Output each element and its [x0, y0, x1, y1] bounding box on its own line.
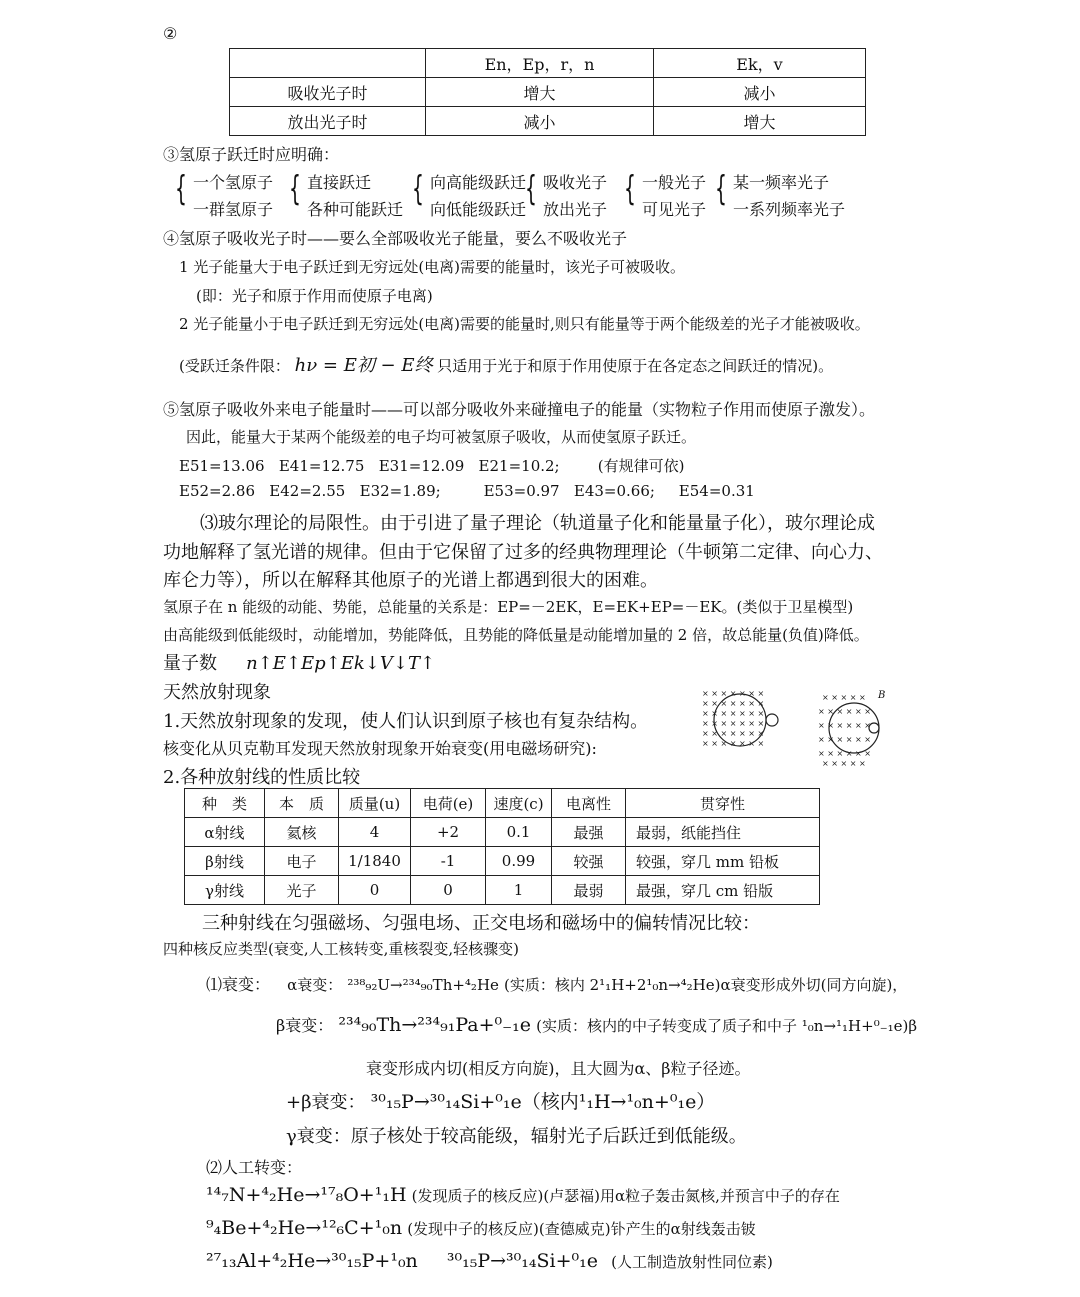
deflection-line: 三种射线在匀强磁场、匀强电场、正交电场和磁场中的偏转情况比较：: [202, 913, 760, 934]
alpha-decay-note: (实质：核内 2¹₁H+2¹₀n→⁴₂He)α衰变形成外切(同方向旋)，: [504, 976, 908, 994]
radioactivity-title: 天然放射现象: [163, 682, 271, 703]
artificial-eq1-line: [206, 1184, 840, 1206]
brace-lower: 一群氢原子: [193, 200, 274, 219]
isotope-note: (人工制造放射性同位素): [611, 1253, 773, 1271]
item4-line4-pre: (受跃迁条件限：: [179, 357, 290, 375]
table-cell: 0.99: [486, 847, 552, 876]
svg-text:× × × × × × ×: × × × × × × ×: [702, 689, 765, 698]
table-cell: 氦核: [265, 818, 339, 847]
item4-line2: (即：光子和原于作用而使原子电离): [196, 287, 433, 305]
energy-relation-line1: 氢原子在 n 能级的动能、势能，总能量的关系是：EP=－2EK，E=EK+EP=－EK。(类似于卫星模型): [163, 598, 854, 616]
quantum-number-line: [163, 649, 435, 675]
table-cell: Ek，v: [654, 49, 866, 78]
energy-change-table: [229, 48, 866, 136]
table-header-row: [185, 789, 820, 818]
brace-icon: {: [715, 169, 727, 209]
svg-text:× × × × × × ×: × × × × × × ×: [702, 699, 765, 708]
table-cell: 较强，穿几 mm 铅板: [626, 847, 820, 876]
table-cell: En，Ep，r，n: [426, 49, 654, 78]
field-label-b: B: [878, 690, 886, 701]
four-reaction-types: 四种核反应类型(衰变,人工核转变,重核裂变,轻核骤变): [163, 940, 520, 958]
table-cell: 电离性: [552, 789, 626, 818]
section-marker-2: ②: [163, 24, 178, 43]
table-cell: 最弱: [552, 876, 626, 905]
table-cell: 贯穿性: [626, 789, 820, 818]
nitrogen-reaction-equation: ¹⁴₇N+⁴₂He→¹⁷₈O+¹₁H: [206, 1184, 407, 1206]
table-cell: 较强: [552, 847, 626, 876]
table-cell: 吸收光子时: [230, 78, 426, 107]
svg-text:× × × × × ×: × × × × × ×: [818, 735, 871, 744]
svg-text:× × × × ×: × × × × ×: [822, 759, 866, 768]
table-cell: 质量(u): [339, 789, 411, 818]
brace-upper: 吸收光子: [543, 173, 608, 192]
table-cell: 减小: [426, 107, 654, 136]
brace-upper: 某一频率光子: [733, 173, 830, 192]
table-header-row: [230, 49, 866, 78]
brace-icon: {: [624, 169, 636, 209]
quantum-number-formula: n↑E↑Ep↑Ek↓V↓T↑: [246, 653, 436, 674]
beta-decay-note: (实质：核内的中子转变成了质子和中子 ¹₀n→¹₁H+⁰₋₁e)β: [536, 1017, 918, 1035]
artificial-eq2-line: [206, 1217, 756, 1239]
brace-lower: 向低能级跃迁: [430, 200, 527, 219]
brace-lower: 各种可能跃迁: [307, 200, 404, 219]
alpha-decay-label: α衰变：: [287, 976, 343, 994]
table-cell: 放出光子时: [230, 107, 426, 136]
brace-icon: {: [525, 169, 537, 209]
bohr-paragraph-line3: 库仑力等），所以在解释其他原子的光谱上都遇到很大的困难。: [163, 570, 658, 591]
table-cell: 电荷(e): [411, 789, 486, 818]
phosphorus-decay-equation: ³⁰₁₅P→³⁰₁₄Si+⁰₁e: [446, 1250, 599, 1272]
table-cell: 1: [486, 876, 552, 905]
table-cell: 增大: [654, 107, 866, 136]
table-cell: β射线: [185, 847, 265, 876]
beta-plus-equation: ³⁰₁₅P→³⁰₁₄Si+⁰₁e（核内¹₁H→¹₀n+⁰₁e）: [370, 1091, 716, 1113]
alpha-decay-track-diagram: [700, 686, 790, 754]
bohr-paragraph-line2: 功地解释了氢光谱的规律。但由于它保留了过多的经典物理理论（牛顿第二定律、向心力、: [163, 542, 883, 563]
brace-icon: {: [289, 169, 301, 209]
energy-relation-line2: 由高能级到低能级时，动能增加，势能降低，且势能的降低量是动能增加量的 2 倍，故总能量(负值)降低。: [163, 626, 869, 644]
brace-icon: {: [412, 169, 424, 209]
table-row: [230, 107, 866, 136]
decay-label: ⑴衰变：: [206, 975, 271, 994]
radioactivity-line3: 2.各种放射线的性质比较: [163, 767, 361, 788]
table-cell: 0: [411, 876, 486, 905]
beta-decay-note2: 衰变形成内切(相反方向旋)，且大圆为α、β粒子径迹。: [366, 1059, 751, 1078]
table-cell: 本 质: [265, 789, 339, 818]
item4-line4-post: 只适用于光于和原于作用使原于在各定态之间跃迁的情况)。: [437, 357, 834, 375]
table-cell: γ射线: [185, 876, 265, 905]
table-cell: 0.1: [486, 818, 552, 847]
table-row: [230, 78, 866, 107]
brace-upper: 一般光子: [642, 173, 707, 192]
item4-line4: [179, 351, 833, 377]
quantum-number-label: 量子数: [163, 653, 217, 674]
nitrogen-reaction-note: (发现质子的核反应)(卢瑟福)用α粒子轰击氮核,并预言中子的存在: [411, 1187, 840, 1205]
beta-decay-line: [276, 1013, 917, 1036]
table-cell: +2: [411, 818, 486, 847]
radioactivity-line1: 1.天然放射现象的发现，使人们认识到原子核也有复杂结构。: [163, 711, 649, 732]
item5-title: ⑤氢原子吸收外来电子能量时——可以部分吸收外来碰撞电子的能量（实物粒子作用而使原子激发）。: [163, 400, 876, 419]
table-cell: 0: [339, 876, 411, 905]
table-row: [185, 876, 820, 905]
svg-text:× × × × × ×: × × × × × ×: [818, 749, 871, 758]
brace-upper: 直接跃迁: [307, 173, 372, 192]
svg-text:× × × × × ×: × × × × × ×: [818, 721, 871, 730]
artificial-eq3-line: [206, 1250, 773, 1272]
beta-decay-label: β衰变：: [276, 1016, 334, 1035]
item3-title: ③氢原子跃迁时应明确：: [163, 145, 340, 164]
table-row: [185, 847, 820, 876]
table-cell: 种 类: [185, 789, 265, 818]
beta-decay-equation: ²³⁴₉₀Th→²³⁴₉₁Pa+⁰₋₁e: [338, 1014, 532, 1036]
transition-formula: hν = E初 − E终: [294, 355, 433, 376]
table-cell: 最强: [552, 818, 626, 847]
table-cell: 减小: [654, 78, 866, 107]
brace-lower: 可见光子: [642, 200, 707, 219]
radioactivity-line2: 核变化从贝克勒耳发现天然放射现象开始衰变(用电磁场研究):: [163, 739, 597, 758]
item5-line1: 因此，能量大于某两个能级差的电子均可被氢原子吸收，从而使氢原子跃迁。: [186, 428, 697, 446]
gamma-decay-line: γ衰变：原子核处于较高能级，辐射光子后跃迁到低能级。: [286, 1126, 747, 1147]
artificial-label: ⑵人工转变：: [206, 1158, 303, 1177]
brace-lower: 一系列频率光子: [733, 200, 846, 219]
brace-upper: 一个氢原子: [193, 173, 274, 192]
table-cell: -1: [411, 847, 486, 876]
item4-line1: 1 光子能量大于电子跃迁到无穷远处(电离)需要的能量时，该光子可被吸收。: [179, 258, 686, 276]
table-row: [185, 818, 820, 847]
table-cell: 增大: [426, 78, 654, 107]
beta-plus-label: +β衰变：: [286, 1092, 366, 1113]
aluminum-reaction-equation: ²⁷₁₃Al+⁴₂He→³⁰₁₅P+¹₀n: [206, 1250, 418, 1272]
brace-icon: {: [175, 169, 187, 209]
svg-text:× × × × × × ×: × × × × × × ×: [702, 709, 765, 718]
beryllium-reaction-note: (发现中子的核反应)(查德威克)钋产生的α射线轰击铍: [407, 1220, 756, 1238]
table-cell: 电子: [265, 847, 339, 876]
svg-text:× × × × ×: × × × × ×: [822, 693, 866, 702]
beta-plus-decay-line: [286, 1087, 715, 1114]
beta-decay-track-diagram: [816, 688, 896, 768]
svg-text:× × × × × ×: × × × × × ×: [818, 707, 871, 716]
table-cell: 光子: [265, 876, 339, 905]
svg-text:× × × × × × ×: × × × × × × ×: [702, 719, 765, 728]
radiation-properties-table: [184, 788, 820, 905]
svg-text:× × × × × × ×: × × × × × × ×: [702, 729, 765, 738]
energy-row-2: E52=2.86 E42=2.55 E32=1.89; E53=0.97 E43=0.66; E54=0.31: [179, 482, 755, 500]
bohr-paragraph-line1: ⑶玻尔理论的局限性。由于引进了量子理论（轨道量子化和能量量子化），玻尔理论成: [200, 513, 875, 534]
table-cell: 最弱，纸能挡住: [626, 818, 820, 847]
table-cell: 速度(c): [486, 789, 552, 818]
energy-row-1: E51=13.06 E41=12.75 E31=12.09 E21=10.2; (有规律可依): [179, 457, 685, 475]
item4-title: ④氢原子吸收光子时——要么全部吸收光子能量，要么不吸收光子: [163, 229, 628, 248]
brace-upper: 向高能级跃迁: [430, 173, 527, 192]
table-cell: 4: [339, 818, 411, 847]
table-cell: α射线: [185, 818, 265, 847]
table-cell: 最强，穿几 cm 铅版: [626, 876, 820, 905]
table-cell: 1/1840: [339, 847, 411, 876]
beryllium-reaction-equation: ⁹₄Be+⁴₂He→¹²₆C+¹₀n: [206, 1217, 403, 1239]
alpha-decay-equation: ²³⁸₉₂U→²³⁴₉₀Th+⁴₂He: [347, 976, 499, 994]
brace-lower: 放出光子: [543, 200, 608, 219]
svg-text:× × × × × × ×: × × × × × × ×: [702, 739, 765, 748]
decay-alpha-line: [206, 972, 907, 995]
item4-line3: 2 光子能量小于电子跃迁到无穷远处(电离)需要的能量时,则只有能量等于两个能级差的光子才能被吸收。: [179, 315, 870, 333]
table-cell: [230, 49, 426, 78]
